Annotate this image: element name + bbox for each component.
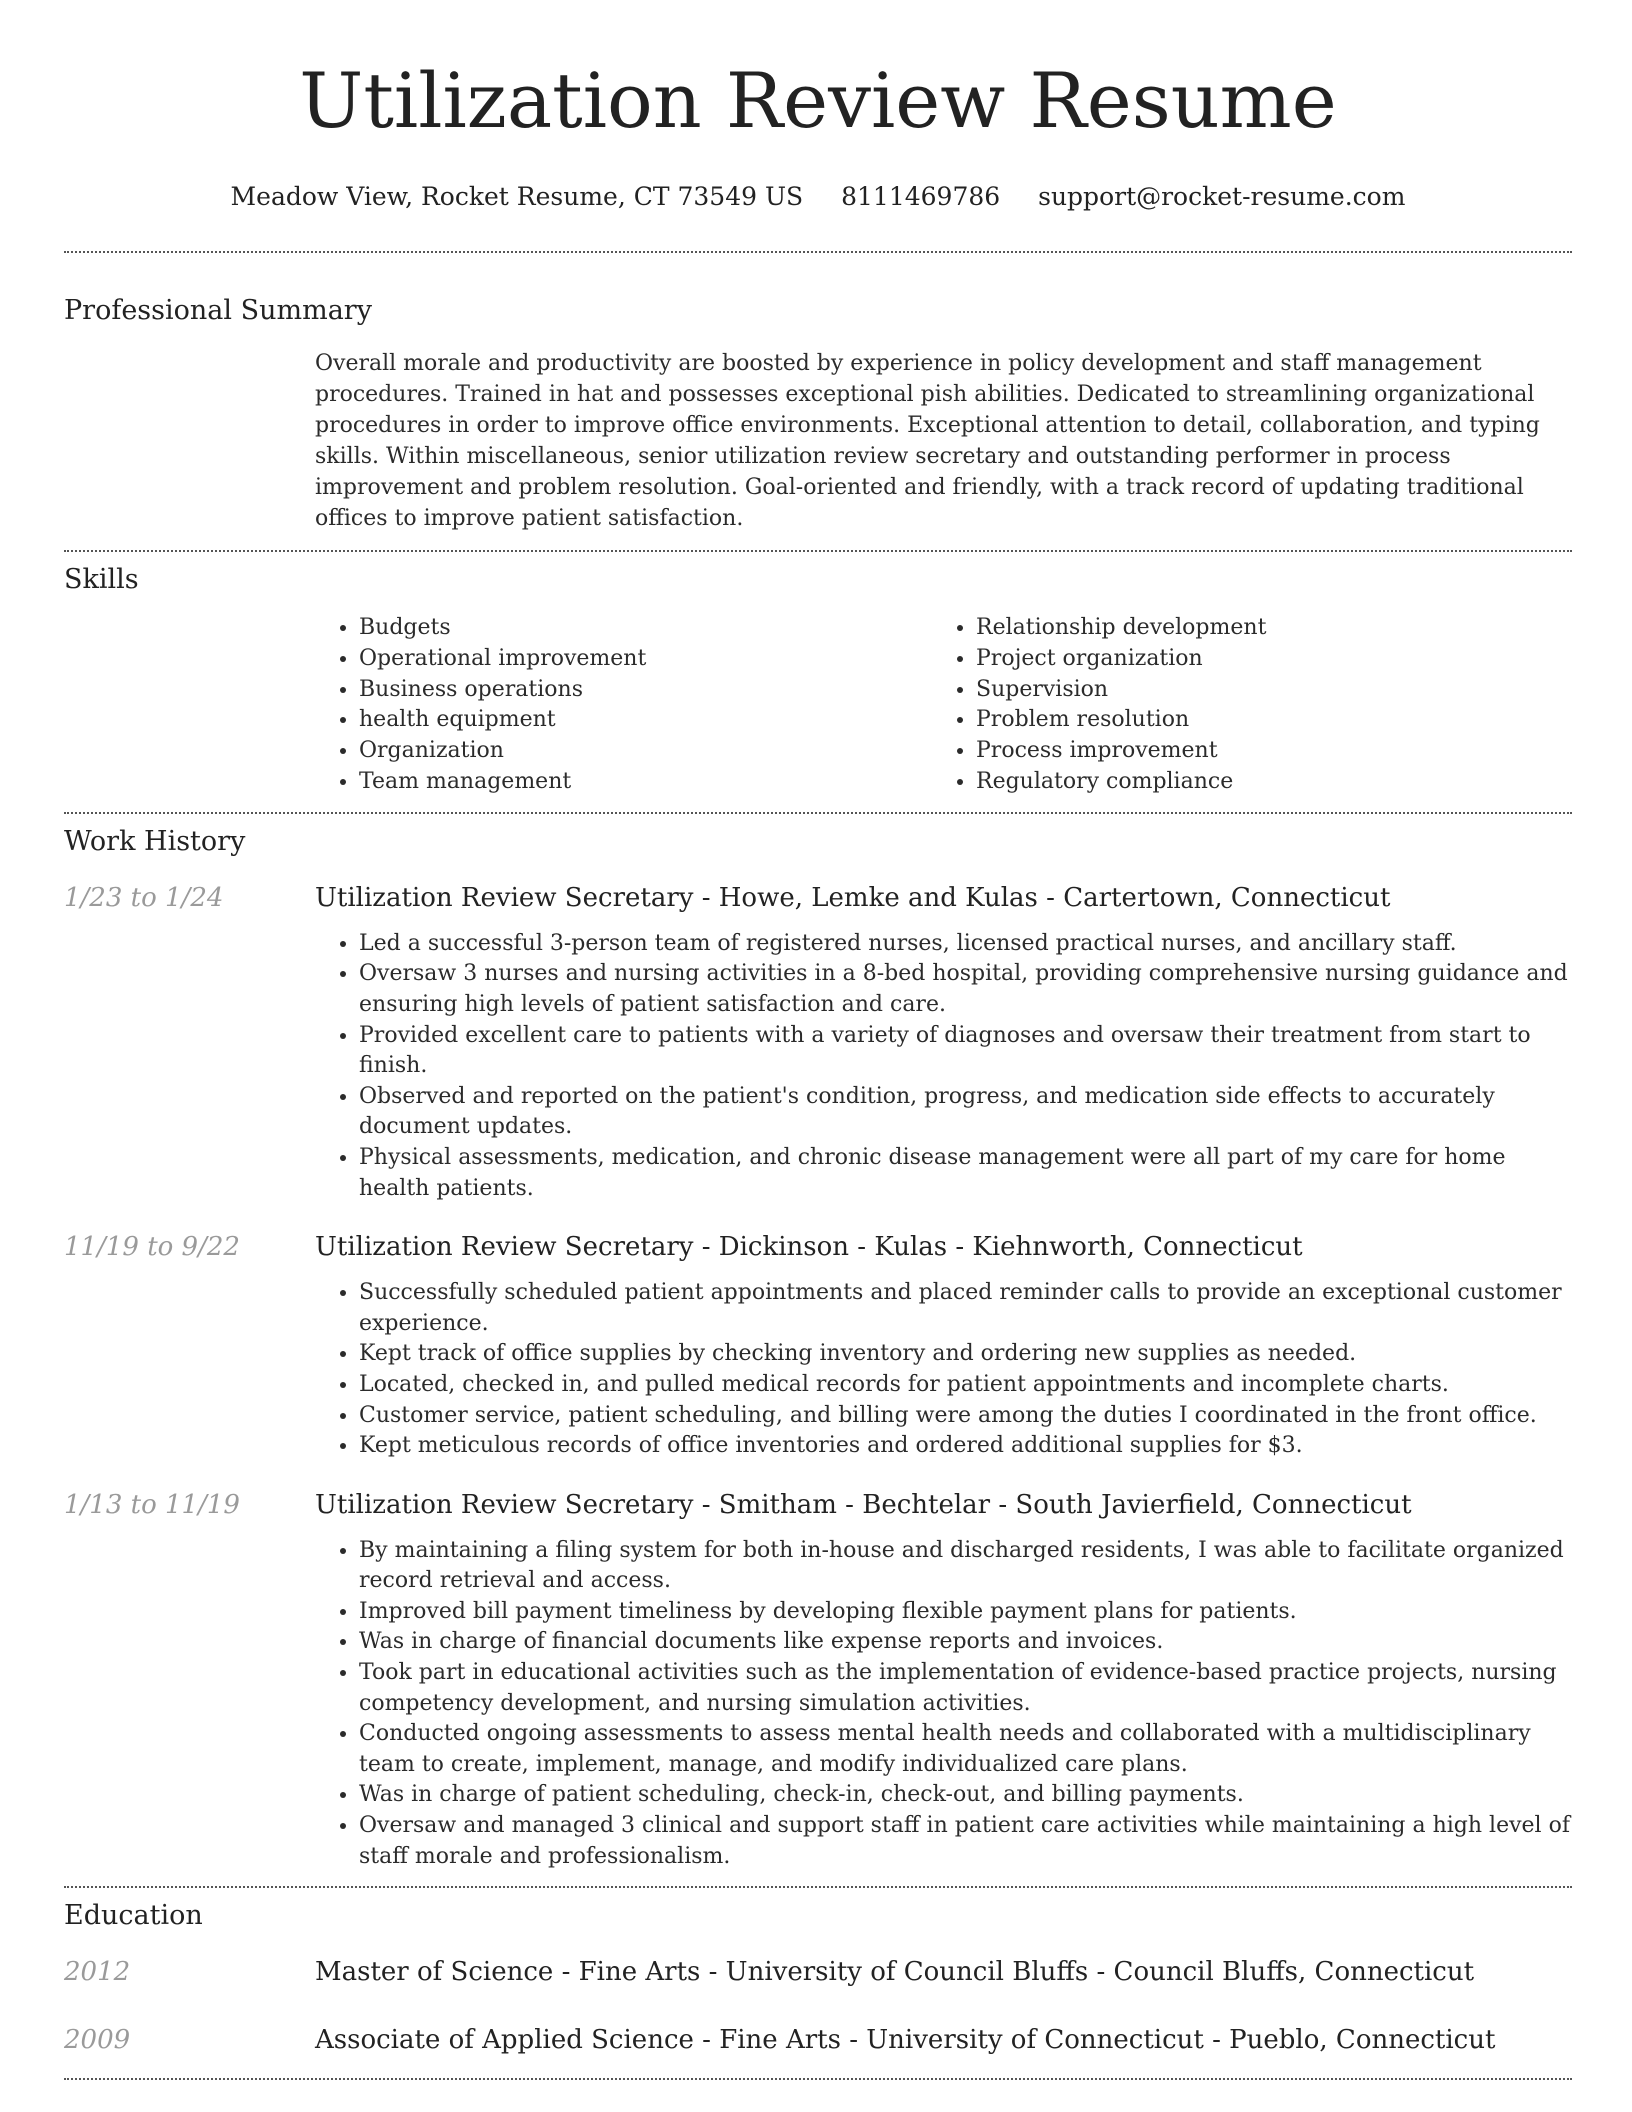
skills-column-right [932, 613, 1549, 798]
job-bullet: • Observed and reported on the patient's condition, progress, and medication side effects to accurately document updates. [359, 1082, 1572, 1143]
skill-item: • Operational improvement [359, 644, 932, 675]
job-heading: Utilization Review Secretary - Dickinson - Kulas - Kiehnworth, Connecticut [315, 1232, 1303, 1263]
skills-column-left [315, 613, 932, 798]
job-bullet: • Customer service, patient scheduling, and billing were among the duties I coordinated in the front office. [359, 1401, 1572, 1432]
job-bullet: • Provided excellent care to patients with a variety of diagnoses and oversaw their treatment from start to finish. [359, 1021, 1572, 1082]
contact-address: Meadow View, Rocket Resume, CT 73549 US [230, 182, 804, 211]
job-bullet: • Improved bill payment timeliness by developing flexible payment plans for patients. [359, 1597, 1572, 1628]
job-bullet: • Kept track of office supplies by checking inventory and ordering new supplies as needed. [359, 1339, 1572, 1370]
job-bullet: • Oversaw 3 nurses and nursing activities in a 8-bed hospital, providing comprehensive nursing guidance and ensuring high levels of patient satisfaction and care. [359, 959, 1572, 1020]
job-bullets [315, 1278, 1572, 1462]
job-bullet: • Was in charge of patient scheduling, check-in, check-out, and billing payments. [359, 1780, 1572, 1811]
job-dates: 11/19 to 9/22 [64, 1232, 240, 1263]
job-bullet: • Oversaw and managed 3 clinical and support staff in patient care activities while maintaining a high level of staff morale and professionalism. [359, 1811, 1572, 1872]
job-bullet: • Located, checked in, and pulled medical records for patient appointments and incomplete charts. [359, 1370, 1572, 1401]
job-bullet: • Took part in educational activities such as the implementation of evidence-based practice projects, nursing competency development, and nursing simulation activities. [359, 1658, 1572, 1719]
job-bullet: • Conducted ongoing assessments to assess mental health needs and collaborated with a multidisciplinary team to create, implement, manage, and modify individualized care plans. [359, 1719, 1572, 1780]
summary-heading: Professional Summary [64, 295, 372, 326]
education-entry [64, 1954, 1572, 1990]
skill-item: • Business operations [359, 675, 932, 706]
contact-line [64, 180, 1572, 214]
divider [64, 812, 1572, 814]
skills-heading: Skills [64, 564, 139, 595]
job-dates: 1/23 to 1/24 [64, 882, 224, 913]
skill-item: • Regulatory compliance [976, 767, 1549, 798]
job-bullet: • Led a successful 3-person team of registered nurses, licensed practical nurses, and ancillary staff. [359, 929, 1572, 960]
job-dates: 1/13 to 11/19 [64, 1489, 240, 1520]
education-heading: Education [64, 1900, 203, 1932]
skill-item: • Team management [359, 767, 932, 798]
work-heading: Work History [64, 825, 246, 857]
job-heading: Utilization Review Secretary - Smitham - Bechtelar - South Javierfield, Connecticut [315, 1489, 1412, 1520]
job-bullet: • Kept meticulous records of office inventories and ordered additional supplies for $3. [359, 1431, 1572, 1462]
skill-item: • Process improvement [976, 736, 1549, 767]
skills-list [315, 613, 1572, 798]
education-year: 2012 [64, 1957, 131, 1988]
resume-page [64, 0, 1572, 2080]
job-entry [64, 1229, 1572, 1462]
divider [64, 251, 1572, 253]
divider [64, 550, 1572, 552]
job-heading: Utilization Review Secretary - Howe, Lemke and Kulas - Cartertown, Connecticut [315, 882, 1391, 913]
education-heading-text: Master of Science - Fine Arts - University of Council Bluffs - Council Bluffs, Connecticut [315, 1957, 1475, 1988]
education-entry [64, 2022, 1572, 2058]
contact-email: support@rocket-resume.com [1038, 182, 1406, 211]
contact-phone: 8111469786 [841, 182, 1001, 211]
job-entry [64, 1487, 1572, 1873]
education-year: 2009 [64, 2025, 131, 2056]
job-bullet: • Successfully scheduled patient appointments and placed reminder calls to provide an exceptional customer experience. [359, 1278, 1572, 1339]
skill-item: • Organization [359, 736, 932, 767]
divider [64, 2078, 1572, 2080]
job-bullets [315, 1536, 1572, 1873]
divider [64, 1886, 1572, 1888]
job-entry [64, 880, 1572, 1204]
resume-title: Utilization Review Resume [299, 56, 1337, 145]
job-bullets [315, 929, 1572, 1204]
job-bullet: • Was in charge of financial documents like expense reports and invoices. [359, 1627, 1572, 1658]
skill-item: • Project organization [976, 644, 1549, 675]
skill-item: • Budgets [359, 613, 932, 644]
education-heading-text: Associate of Applied Science - Fine Arts - University of Connecticut - Pueblo, Connecticut [315, 2025, 1496, 2056]
job-bullet: • By maintaining a filing system for both in-house and discharged residents, I was able to facilitate organized record retrieval and access. [359, 1536, 1572, 1597]
skill-item: • Supervision [976, 675, 1549, 706]
summary-text: Overall morale and productivity are boosted by experience in policy development and staff management procedures. Trained in hat and possesses exceptional pish abilities. Dedicated to streamlining organizational procedures in order to improve office environments. Exceptional attention to detail, collaboration, and typing skills. Within miscellaneous, senior utilization review secretary and outstanding performer in process improvement and problem resolution. Goal-oriented and friendly, with a track record of updating traditional offices to improve patient satisfaction. [315, 351, 1540, 531]
skill-item: • Relationship development [976, 613, 1549, 644]
skill-item: • Problem resolution [976, 705, 1549, 736]
skill-item: • health equipment [359, 705, 932, 736]
job-bullet: • Physical assessments, medication, and chronic disease management were all part of my care for home health patients. [359, 1143, 1572, 1204]
